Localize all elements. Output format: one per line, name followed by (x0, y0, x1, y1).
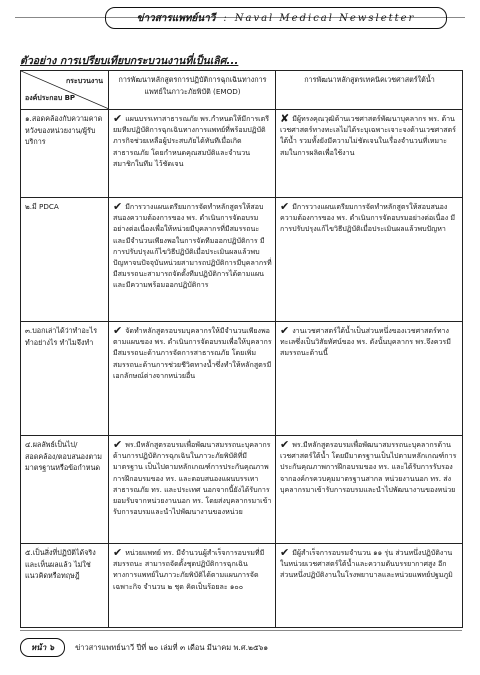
cell-text: มีการวางแผนเตรียมการจัดทำหลักสูตรให้สอบสนองความต้องการของ พร. ดำเนินการจัดอบรมอย่างต่อเนื่อง มีการปรับปรุงแก้ไขวิธีปฏิบัติเมื่อประเมินผลแล้วพบปัญหา (280, 202, 456, 234)
table-cell (109, 436, 276, 544)
table-cell (109, 322, 276, 436)
page-footer (20, 638, 268, 657)
cell-text: หน่วยแพทย์ ทร. มีจำนวนผู้สำเร็จการอบรมที่มีสมรรถนะ สามารถจัดตั้งชุดปฏิบัติการฉุกเฉินทางการแพทย์ในภาวะภัยพิบัติได้ตามแผนการจัดเฉพาะกิจ จำนวน ๒ ชุด คิดเป็นร้อยละ ๑๐๐ (113, 548, 265, 591)
row-label: ๑.สอดคล้องกับความคาดหวังของหน่วยงาน/ผู้รับบริการ (21, 110, 109, 198)
issue-info: ข่าวสารแพทย์นาวี ปีที่ ๒๐ เล่มที่ ๓ เดือน มีนาคม พ.ศ.๒๕๖๑ (75, 642, 269, 652)
table-cell (109, 110, 276, 198)
footer-rule (20, 630, 462, 631)
table-cell (276, 110, 463, 198)
table-header-row (21, 71, 463, 110)
check-icon: ✔ (113, 546, 123, 559)
check-icon: ✔ (113, 324, 123, 337)
cell-text: งานเวชศาสตร์ใต้น้ำเป็นส่วนหนึ่งของเวชศาสตร์ทางทะเลซึ่งเป็นวิสัยทัศน์ของ พร. ดังนั้นบุคลากร พร.จึงควรมีสมรรถนะด้านนี้ (280, 326, 451, 358)
article-title: ตัวอย่าง การเปรียบเทียบกระบวนงานที่เป็นเลิศ... (20, 55, 239, 67)
table-row (21, 110, 463, 198)
row-label: ๕.เป็นสิ่งที่ปฏิบัติได้จริงและเห็นผลแล้ว ไม่ใช่แนวคิดหรือทฤษฎี (21, 544, 109, 628)
cell-text: พร.มีหลักสูตรอบรมเพื่อพัฒนาสมรรถนะบุคลากรด้านเวชศาสตร์ใต้น้ำ โดยมีมาตรฐานเป็นไปตามหลักเกณฑ์การประกันคุณภาพการฝึกอบรมของ ทร. และได้รับการรับรองจากองค์กรควบคุมมาตรฐานสากล หน่วยงานนอก ทร. ส่งบุคลากรมาเข้ารับการอบรมและนำไปพัฒนางานของหน่วย (280, 440, 457, 494)
row-label: ๓.บอกเล่าได้ว่าทำอะไรทำอย่างไร ทำไมจึงทำ (21, 322, 109, 436)
page-number: หน้า ๖ (20, 638, 65, 657)
corner-header-cell (21, 71, 109, 110)
comparison-table (20, 70, 463, 628)
row-label: ๒.มี PDCA (21, 198, 109, 322)
header-separator: : (223, 12, 227, 24)
cell-text: มีผู้ทรงคุณวุฒิด้านเวชศาสตร์พัฒนาบุคลากร พร. ด้านเวชศาสตร์ทางทะเลไม่ได้ระบุเฉพาะเจาะจงด้านเวชศาสตร์ใต้น้ำ รวมทั้งยังมีความไม่ชัดเจนในเรื่องจำนวนที่เหมาะสมในการผลิตเพื่อใช้งาน (280, 114, 456, 157)
table-cell (276, 436, 463, 544)
check-icon: ✔ (280, 324, 290, 337)
cell-text: มีผู้สำเร็จการอบรมจำนวน ๑๑ รุ่น ส่วนหนึ่งปฏิบัติงานในหน่วยเวชศาสตร์ใต้น้ำและความดันบรรยากาศสูง อีกส่วนหนึ่งปฏิบัติงานในโรงพยาบาลและหน่วยแพทย์ปฐมภูมิ (280, 548, 453, 580)
table-cell (276, 322, 463, 436)
cell-text: มีการวางแผนเตรียมการจัดทำหลักสูตรให้สอบสนองความต้องการของ พร. ดำเนินการจัดอบรมอย่างต่อเนื่องเพื่อให้หน่วยมีบุคลากรที่มีสมรรถนะ และมีจำนวนเพียงพอในการจัดทีมออกปฏิบัติการ มีการปรับปรุงแก้ไขวิธีปฏิบัติเมื่อประเมินผลแล้วพบปัญหาจนปัจจุบันหน่วยสามารถปฏิบัติการมีบุคลากรที่มีสมรรถนะสามารถจัดตั้งทีมปฏิบัติการได้ตามแผนและมีความพร้อมออกปฏิบัติการ (113, 202, 272, 290)
table-row (21, 544, 463, 628)
check-icon: ✔ (280, 546, 290, 559)
header-english-title: Naval Medical Newsletter (234, 12, 416, 24)
check-icon: ✔ (113, 200, 123, 213)
row-label: ๔.ผลลัพธ์เป็นไป/สอดคล้อง/ตอบสนองตามมาตรฐานหรือข้อกำหนด (21, 436, 109, 544)
corner-bottom-label: องค์ประกอบ BP (25, 93, 76, 102)
check-icon: ✔ (113, 438, 123, 451)
check-icon: ✔ (280, 438, 290, 451)
check-icon: ✔ (280, 200, 290, 213)
column-header-underwater: การพัฒนาหลักสูตรเทคนิคเวชศาสตร์ใต้น้ำ (276, 71, 463, 110)
table-cell (276, 544, 463, 628)
table-cell (276, 198, 463, 322)
cell-text: พร.มีหลักสูตรอบรมเพื่อพัฒนาสมรรถนะบุคลากรด้านการปฏิบัติการฉุกเฉินในภาวะภัยพิบัติที่มีมาตรฐาน เป็นไปตามหลักเกณฑ์การประกันคุณภาพการฝึกอบรมของ ทร. และตอบสนองแผนบรรเทาสาธารณภัย ทร. และประเทศ นอกจากนี้ยังได้รับการยอมรับจากหน่วยงานนอก ทร. โดยส่งบุคลากรมาเข้ารับการอบรมและนำไปพัฒนางานของหน่วย (113, 440, 272, 517)
cell-text: แผนบรรเทาสาธารณภัย พร.กำหนดให้มีการเตรียมทีมปฏิบัติการฉุกเฉินทางการแพทย์ที่พร้อมปฏิบัติภารกิจช่วยเหลือผู้ประสบภัยได้ทันทีเมื่อเกิดสาธารณภัย โดยกำหนดคุณสมบัติและจำนวนสมาชิกในทีม ไว้ชัดเจน (113, 114, 270, 168)
table-cell (109, 198, 276, 322)
table-cell (109, 544, 276, 628)
table-row (21, 198, 463, 322)
corner-top-label: กระบวนงาน (65, 77, 103, 85)
cross-icon: ✘ (280, 112, 290, 125)
cell-text: จัดทำหลักสูตรอบรมบุคลากรให้มีจำนวนเพียงพอตามแผนของ พร. ดำเนินการจัดอบรมเพื่อให้บุคลากรมีสมรรถนะด้านการจัดการสาธารณภัย โดยเพิ่มสมรรถนะด้านการช่วยชีวิตทางน้ำซึ่งทำให้หลักสูตรมีเอกลักษณ์ต่างจากหน่วยอื่น (113, 326, 272, 380)
newsletter-header (105, 7, 447, 29)
table-row (21, 436, 463, 544)
check-icon: ✔ (113, 112, 123, 125)
header-thai-title: ข่าวสารแพทย์นาวี (136, 12, 216, 24)
column-header-emod: การพัฒนาหลักสูตรการปฏิบัติการฉุกเฉินทางการแพทย์ในภาวะภัยพิบัติ (EMOD) (109, 71, 276, 110)
table-row (21, 322, 463, 436)
